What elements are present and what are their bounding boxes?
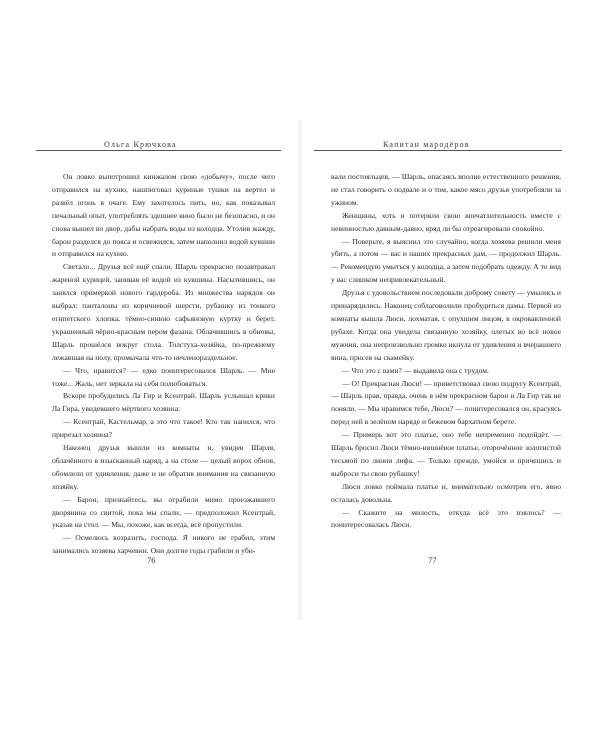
right-page	[300, 0, 600, 750]
paragraph: Светало... Друзья всё ещё спали. Шарль прекрасно позавтракал жареной курицей, запивая её водой из кувшина. Насытившись, он занялся примеркой нового гардероба. Из множества нарядов он выбрал: панталоны из коричневой шерсти, рубашку из тонкого египетского хлопка, тёмно-синюю сафьяновую куртку и берет, украшенный чёрно-красным пером фазана. Облачившись в обновы, Шарль прошёлся вокруг стола. Толстуха-хозяйка, по-прежнему лежавшая на полу, промычала что-то нечленораздельное.	[52, 262, 275, 362]
body-text	[331, 171, 561, 532]
running-head-author: Ольга Крючкова	[104, 140, 177, 149]
page-number: 76	[147, 555, 156, 565]
paragraph: — Ксентрай, Кастельмар, а это что такое! Кто так напился, что прирезал хозяина?	[52, 417, 275, 440]
paragraph: Женщины, хоть и потеряли свою впечатлительность вместе с невинностью давным-давно, вряд ли бы отреагировали спокойно.	[331, 210, 561, 233]
header-rule	[314, 150, 562, 151]
paragraph: Вскоре пробудились Ла Гир и Ксентрай. Шарль услышал крики Ла Гира, увидевшего мёртвого хозяина:	[52, 391, 275, 414]
page-number: 77	[428, 555, 437, 565]
paragraph: — Примерь вот это платье, оно тебе непременно подойдёт. — Шарль бросил Люси тёмно-вишнёвое платье, оторочённое золотистой тесьмой по линии лифа. — Только прежде, умойся и причешись и выброси ты свою рубашку!	[331, 430, 561, 478]
running-head-title: Капитан мародёров	[383, 140, 470, 149]
paragraph: — Скажите на милость, откуда всё это взялось? — поинтересовалась Люси.	[331, 507, 561, 530]
paragraph: — О! Прекрасная Люси! — приветствовал свою подругу Ксентрай, — Шарль прав, правда, очень в нём прекрасном барон и Ла Гир так не поняли. — Мы нравимся тебе, Люси? — поинтересовался он, красуясь перед ней в зелёном наряде и бежевом бархатном берете.	[331, 378, 561, 427]
paragraph: — Осмелюсь возразить, господа. Я никого не грабил, этим занимались хозяева харчевни. Они долгие годы грабили и уби-	[52, 533, 275, 556]
paragraph: Друзья с удовольствием последовали доброму совету — умылись и принарядились. Наконец соблаговолили пробудиться дамы. Первой из комнаты вышла Люси, лохматая, с опухшим лицом, в окровавленной рубахе. Когда она увидела связанную хозяйку, олетых во всё новое мужчин, она непроизвольно громко икнула от удивления и вчерашнего вина, присев на скамейку.	[331, 288, 561, 362]
header-rule	[36, 150, 281, 151]
paragraph: вали постояльцев, — Шарль, опасаясь вполне естественного решения, не стал говорить о подвале и о том, какое мясо друзья употребляли за ужином.	[331, 172, 561, 207]
paragraph: Наконец друзья вышли из комнаты и, увидев Шарля, облачённого в изысканный наряд, а на столе — целый ворох обнов, обомлели от удивления, даже и не обратив внимания на связанную хозяйку.	[52, 443, 275, 491]
paragraph: — Что это с вами? — выдавила она с трудом.	[342, 365, 489, 375]
paragraph: — Поверьте, я выяснил это случайно, когда хозяева решили меня убить, а потом — вас и наших прекрасных дам, — продолжил Шарль. — Рекомендую умыться у колодца, а затем подобрать одежду. А то вид у вас слишком непривлекательный.	[331, 236, 561, 285]
body-text	[52, 171, 275, 558]
paragraph: Люси ловко поймала платье и, внимательно осмотрев его, явно осталась довольна.	[331, 481, 561, 504]
paragraph: Он ловко выпотрошил кинжалом свою «добычу», после чего отправился на кухню, нашпиговал куриные тушки на вертел и развёл огонь в очаге. Ему захотелось пить, но, как показывал печальный опыт, употреблять здешнее вино было не безопасно, и он снова вышел во двор, дабы набрать воды из колодца. Утолив жажду, барон разделся до пояса и освежился, затем наполнил водой кувшин и отправился на кухню.	[52, 172, 275, 259]
paragraph: — Что, нравится? — едко поинтересовался Шарль. — Мне тоже... Жаль, нет зеркала на себя полюбоваться.	[52, 365, 275, 388]
paragraph: — Барон, признайтесь, вы ограбили мимо проезжавшего дворянина со свитой, пока мы спали, — предположил Ксентрай, указав на стол. — Мы, похоже, как всегда, всё пропустили.	[52, 494, 275, 530]
